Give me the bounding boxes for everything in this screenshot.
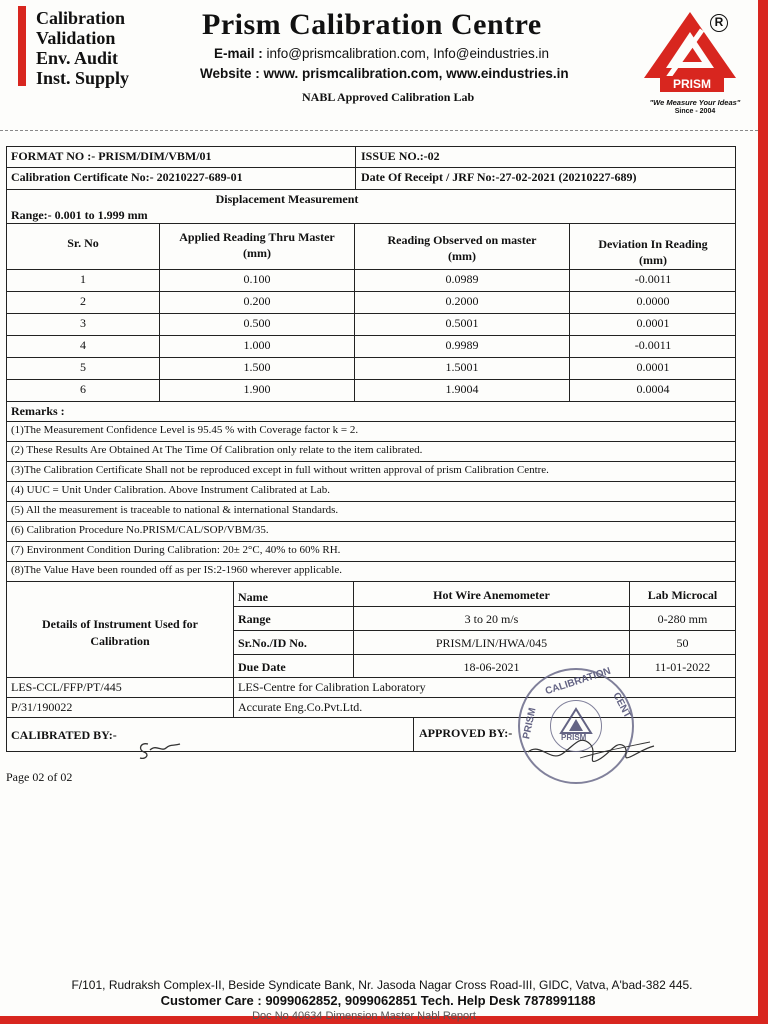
remark-item: (8)The Value Have been rounded off as per IS:2-1960 wherever applicable.: [11, 564, 342, 576]
instrument-2-due: 11-01-2022: [654, 660, 711, 674]
header-observed-unit: (mm): [448, 249, 476, 263]
table-row: [6, 380, 736, 402]
observed-cell: 1.9004: [445, 382, 479, 396]
applied-cell: 0.200: [243, 294, 271, 308]
issue-no: ISSUE NO.:-02: [361, 149, 440, 163]
sr-cell: 1: [80, 272, 86, 286]
remarks-title-row: [6, 402, 736, 422]
remark-item: (4) UUC = Unit Under Calibration. Above Instrument Calibrated at Lab.: [11, 484, 331, 496]
header-deviation-unit: (mm): [639, 253, 667, 267]
approved-by-label: APPROVED BY:-: [419, 726, 513, 740]
logo-tagline: "We Measure Your Ideas": [649, 98, 741, 107]
deviation-cell: 0.0000: [636, 294, 670, 308]
label-name: Name: [238, 590, 268, 604]
observed-cell: 0.2000: [445, 294, 479, 308]
instrument-2-range: 0-280 mm: [657, 612, 708, 626]
table-row: [6, 358, 736, 380]
applied-cell: 0.100: [243, 272, 271, 286]
email-value[interactable]: info@prismcalibration.com, Info@eindustries.in: [266, 46, 550, 61]
traceability-row: [6, 678, 736, 698]
receipt-no: Date Of Receipt / JRF No:-27-02-2021 (20210227-689): [361, 170, 637, 184]
instrument-title: Details of Instrument Used for Calibration: [42, 617, 198, 648]
page-number: Page 02 of 02: [6, 770, 73, 784]
remark-item: (2) These Results Are Obtained At The Time Of Calibration only relate to the item calibrated.: [11, 444, 423, 456]
cert-row: [6, 168, 736, 190]
header-divider: [0, 130, 758, 131]
table-row: [6, 270, 736, 292]
remark-row: [6, 442, 736, 462]
stamp-text-top: CALIBRATION: [543, 665, 613, 698]
table-row: [6, 336, 736, 358]
logo-brand: PRISM: [660, 76, 724, 92]
sr-cell: 3: [80, 316, 86, 330]
sr-cell: 5: [80, 360, 86, 374]
sr-cell: 2: [80, 294, 86, 308]
header-deviation: [570, 224, 736, 269]
service-item: Validation: [36, 28, 116, 48]
trace-ref: P/31/190022: [11, 700, 73, 714]
instrument-2-name: Lab Microcal: [647, 588, 718, 602]
format-no: FORMAT NO :- PRISM/DIM/VBM/01: [11, 149, 212, 163]
email-label: E-mail :: [214, 46, 263, 61]
deviation-cell: 0.0004: [636, 382, 670, 396]
trace-lab: LES-Centre for Calibration Laboratory: [238, 680, 426, 694]
observed-cell: 1.5001: [445, 360, 479, 374]
header-applied-unit: (mm): [243, 246, 271, 260]
table-row: [6, 292, 736, 314]
calibrated-by-label: CALIBRATED BY:-: [11, 728, 117, 742]
red-edge-stripe: [758, 0, 768, 1024]
applied-cell: 1.000: [243, 338, 271, 352]
deviation-cell: -0.0011: [634, 338, 672, 352]
stamp-text-left: PRISM: [521, 706, 539, 741]
instrument-2-id: 50: [676, 636, 689, 650]
deviation-cell: -0.0011: [634, 272, 672, 286]
approver-signature: [520, 722, 660, 774]
remark-item: (6) Calibration Procedure No.PRISM/CAL/SOP/VBM/35.: [11, 524, 269, 536]
website-line: [200, 66, 569, 81]
footer-address: F/101, Rudraksh Complex-II, Beside Syndicate Bank, Nr. Jasoda Nagar Cross Road-III, GIDC, Vatva, A'bad-382 445.: [71, 978, 693, 992]
stamp-inner-text: PRISM: [561, 733, 587, 742]
cert-no: Calibration Certificate No:- 20210227-689-01: [11, 170, 243, 184]
deviation-cell: 0.0001: [636, 360, 670, 374]
applied-cell: 0.500: [243, 316, 271, 330]
registered-mark: R: [710, 14, 728, 32]
remark-item: (3)The Calibration Certificate Shall not be reproduced except in full without written approval of prism Calibration Centre.: [11, 464, 549, 476]
footer-customer-care: Customer Care : 9099062852, 9099062851 Tech. Help Desk 7878991188: [160, 993, 596, 1008]
remark-item: (7) Environment Condition During Calibration: 20± 2°C, 40% to 60% RH.: [11, 544, 341, 556]
table-row: [6, 314, 736, 336]
website-value[interactable]: www. prismcalibration.com, www.eindustries.in: [263, 66, 569, 81]
applied-cell: 1.900: [243, 382, 271, 396]
email-line: [214, 46, 549, 61]
remark-row: [6, 462, 736, 482]
remark-row: [6, 422, 736, 442]
sr-cell: 6: [80, 382, 86, 396]
instrument-1-due: 18-06-2021: [463, 660, 520, 674]
logo-since: Since - 2004: [674, 108, 716, 115]
label-due-date: Due Date: [238, 660, 286, 674]
header-sr: Sr. No: [67, 236, 99, 250]
header-observed-label: Reading Observed on master: [387, 233, 537, 247]
org-name: Prism Calibration Centre: [202, 8, 542, 41]
service-item: Env. Audit: [36, 48, 119, 68]
remark-row: [6, 502, 736, 522]
service-item: Inst. Supply: [36, 68, 130, 88]
instrument-1-range: 3 to 20 m/s: [464, 612, 519, 626]
readings-header: [6, 224, 736, 270]
header-applied: [160, 224, 354, 269]
prism-logo: [640, 10, 756, 122]
sr-cell: 4: [80, 338, 86, 352]
observed-cell: 0.5001: [445, 316, 479, 330]
applied-cell: 1.500: [243, 360, 271, 374]
website-label: Website :: [200, 66, 260, 81]
services-list: [36, 8, 129, 88]
label-id: Sr.No./ID No.: [238, 636, 307, 650]
header-observed: [355, 224, 569, 269]
trace-ref: LES-CCL/FFP/PT/445: [11, 680, 122, 694]
format-row: [6, 146, 736, 168]
instrument-1-id: PRISM/LIN/HWA/045: [435, 636, 548, 650]
prism-triangle-icon: [640, 10, 744, 80]
red-accent-bar: [18, 6, 26, 86]
label-range: Range: [238, 612, 271, 626]
remark-row: [6, 562, 736, 582]
remark-row: [6, 522, 736, 542]
header-applied-label: Applied Reading Thru Master: [179, 230, 335, 244]
deviation-cell: 0.0001: [636, 316, 670, 330]
section-row: [6, 190, 736, 224]
stamp-text-right: CENT: [610, 690, 633, 721]
instrument-block: [6, 582, 736, 678]
remark-item: (1)The Measurement Confidence Level is 95.45 % with Coverage factor k = 2.: [11, 424, 359, 436]
remark-row: [6, 542, 736, 562]
certificate-table: [6, 146, 736, 752]
range-text: Range:- 0.001 to 1.999 mm: [11, 208, 148, 222]
footer-doc-no: Doc No 40634 Dimension Master Nabl Report: [252, 1010, 476, 1022]
remark-row: [6, 482, 736, 502]
section-title: Displacement Measurement: [215, 192, 359, 206]
instrument-1-name: Hot Wire Anemometer: [433, 588, 550, 602]
calibrator-signature: [134, 738, 184, 762]
remarks-title: Remarks :: [11, 404, 65, 418]
observed-cell: 0.9989: [445, 338, 479, 352]
remark-item: (5) All the measurement is traceable to national & international Standards.: [11, 504, 339, 516]
accreditation-text: NABL Approved Calibration Lab: [302, 90, 475, 104]
header-deviation-label: Deviation In Reading: [598, 237, 708, 251]
service-item: Calibration: [36, 8, 126, 28]
trace-lab: Accurate Eng.Co.Pvt.Ltd.: [238, 700, 363, 714]
observed-cell: 0.0989: [445, 272, 479, 286]
